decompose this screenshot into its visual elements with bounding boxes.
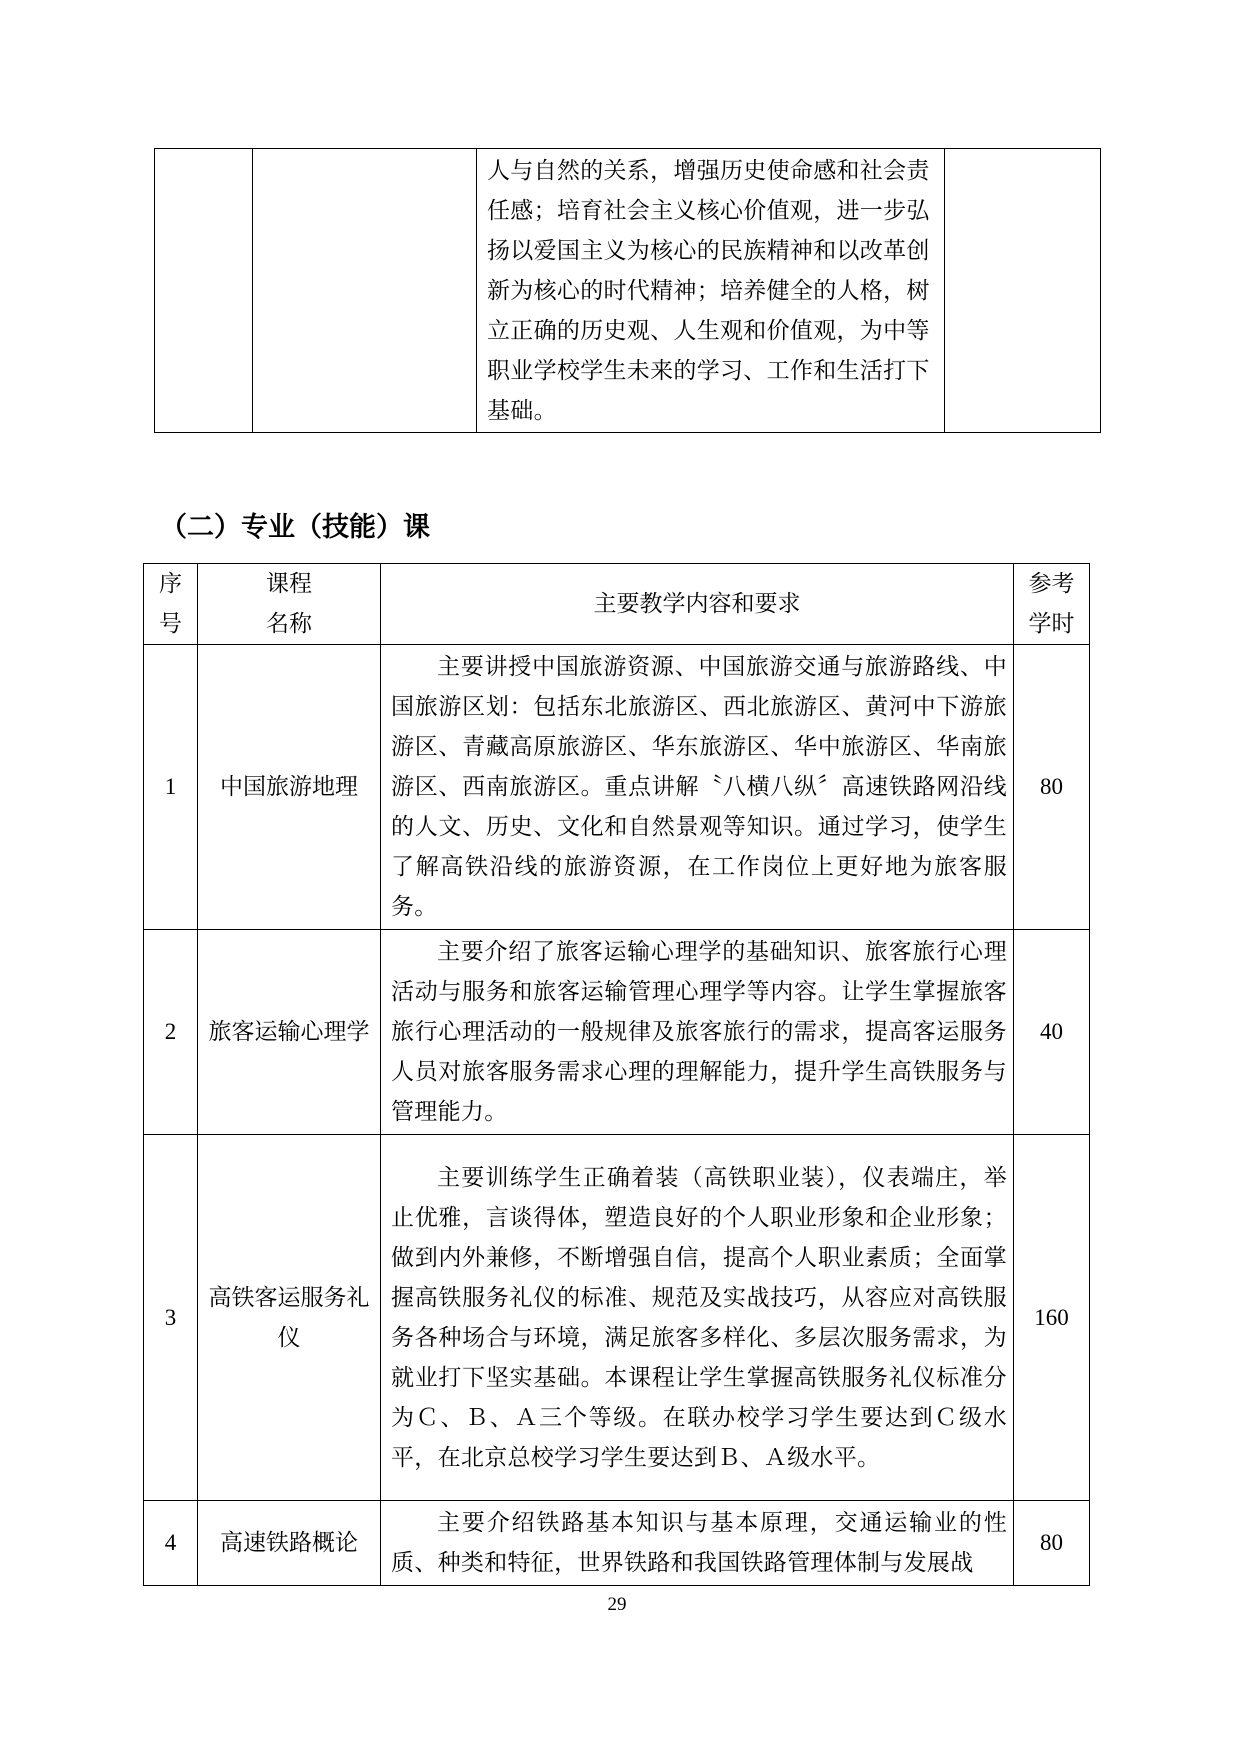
- header-no-line1: 序: [159, 571, 182, 597]
- course-content: 主要训练学生正确着装（高铁职业装），仪表端庄，举止优雅，言谈得体，塑造良好的个人职业形象和企业形象；做到内外兼修，不断增强自信，提高个人职业素质；全面掌握高铁服务礼仪的标准、规范及实战技巧，从容应对高铁服务各种场合与环境，满足旅客多样化、多层次服务需求，为就业打下坚实基础。本课程让学生掌握高铁服务礼仪标准分为Ｃ、Ｂ、Ａ三个等级。在联办校学习学生要达到Ｃ级水平，在北京总校学习学生要达到Ｂ、Ａ级水平。: [381, 1135, 1014, 1501]
- table-row: [155, 149, 1101, 433]
- header-no: [144, 564, 198, 645]
- page-number: 29: [607, 1594, 627, 1615]
- row-number: 4: [144, 1501, 198, 1586]
- course-name: 中国旅游地理: [198, 645, 381, 930]
- header-name-line2: 名称: [266, 611, 312, 637]
- table-row: [144, 930, 1090, 1135]
- row-number: 1: [144, 645, 198, 930]
- table-cell: [253, 149, 477, 433]
- header-content: 主要教学内容和要求: [381, 564, 1014, 645]
- course-table: [143, 563, 1090, 1586]
- section-heading: （二）专业（技能）课: [160, 512, 430, 543]
- table-row: [144, 645, 1090, 930]
- course-name: 高铁客运服务礼仪: [198, 1135, 381, 1501]
- course-name: 旅客运输心理学: [198, 930, 381, 1135]
- course-name: 高速铁路概论: [198, 1501, 381, 1586]
- table-row: [144, 1135, 1090, 1501]
- course-content: 主要介绍铁路基本知识与基本原理，交通运输业的性质、种类和特征，世界铁路和我国铁路管理体制与发展战: [381, 1501, 1014, 1586]
- header-hours-line1: 参考: [1028, 571, 1075, 597]
- header-hours-line2: 学时: [1028, 611, 1075, 637]
- row-number: 3: [144, 1135, 198, 1501]
- header-name: [198, 564, 381, 645]
- table-cell: [155, 149, 253, 433]
- course-content: 主要介绍了旅客运输心理学的基础知识、旅客旅行心理活动与服务和旅客运输管理心理学等内容。让学生掌握旅客旅行心理活动的一般规律及旅客旅行的需求，提高客运服务人员对旅客服务需求心理的理解能力，提升学生高铁服务与管理能力。: [381, 930, 1014, 1135]
- course-content: 主要讲授中国旅游资源、中国旅游交通与旅游路线、中国旅游区划：包括东北旅游区、西北旅游区、黄河中下游旅游区、青藏高原旅游区、华东旅游区、华中旅游区、华南旅游区、西南旅游区。重点讲解〝八横八纵〞高速铁路网沿线的人文、历史、文化和自然景观等知识。通过学习，使学生了解高铁沿线的旅游资源，在工作岗位上更好地为旅客服务。: [381, 645, 1014, 930]
- table-header-row: [144, 564, 1090, 645]
- table-row: [144, 1501, 1090, 1586]
- table-cell: [945, 149, 1101, 433]
- table-cell: [477, 149, 945, 433]
- continuation-table: [154, 148, 1101, 433]
- row-number: 2: [144, 930, 198, 1135]
- course-hours: 40: [1014, 930, 1090, 1135]
- header-no-line2: 号: [159, 611, 182, 637]
- course-hours: 80: [1014, 1501, 1090, 1586]
- continuation-content: 人与自然的关系，增强历史使命感和社会责任感；培育社会主义核心价值观，进一步弘扬以爱国主义为核心的民族精神和以改革创新为核心的时代精神；培养健全的人格，树立正确的历史观、人生观和价值观，为中等职业学校学生未来的学习、工作和生活打下基础。: [487, 157, 930, 424]
- course-hours: 80: [1014, 645, 1090, 930]
- header-name-line1: 课程: [266, 571, 312, 597]
- header-hours: [1014, 564, 1090, 645]
- course-hours: 160: [1014, 1135, 1090, 1501]
